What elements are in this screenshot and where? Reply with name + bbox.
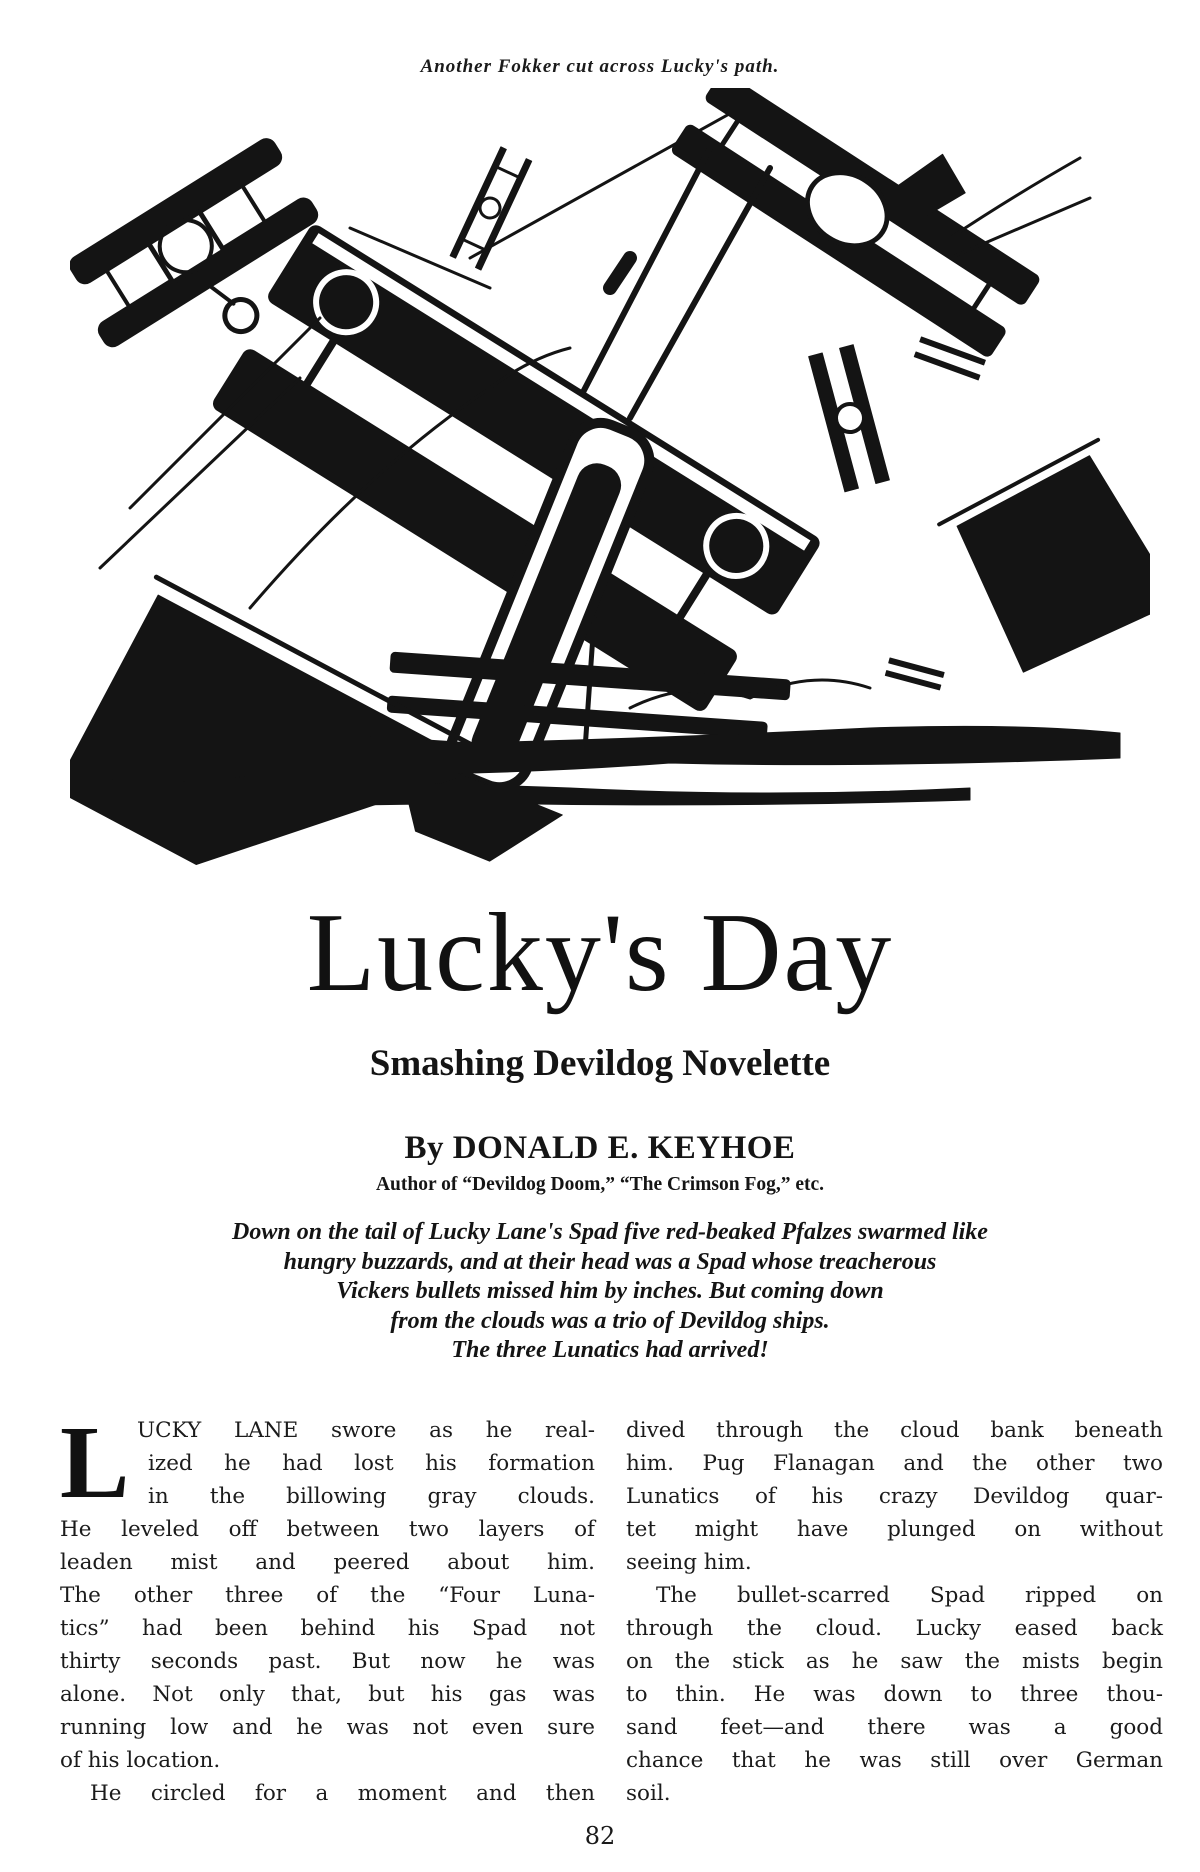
body-line: alone. Not only that, but his gas was <box>60 1682 595 1707</box>
wing-left <box>70 577 479 888</box>
deck-line: Down on the tail of Lucky Lane's Spad five red-beaked Pfalzes swarmed like <box>232 1219 988 1245</box>
body-line: He circled for a moment and then <box>90 1781 595 1806</box>
deck-line: The three Lunatics had arrived! <box>451 1337 769 1363</box>
story-subtitle: Smashing Devildog Novelette <box>369 1043 831 1084</box>
drop-cap: L <box>60 1405 130 1520</box>
body-line: sand feet—and there was a good <box>626 1715 1163 1740</box>
body-line: in the billowing gray clouds. <box>148 1484 595 1509</box>
body-line: running low and he was not even sure <box>60 1715 595 1740</box>
body-line: He leveled off between two layers of <box>60 1517 595 1542</box>
body-line: tics” had been behind his Spad not <box>60 1616 595 1641</box>
author-credits: Author of “Devildog Doom,” “The Crimson Fog,” etc. <box>375 1174 825 1195</box>
body-column-right <box>626 1414 1163 1810</box>
ground-terrain <box>100 726 1120 782</box>
deck-line: Vickers bullets missed him by inches. But coming down <box>336 1278 884 1304</box>
body-line: thirty seconds past. But now he was <box>60 1649 595 1674</box>
biplane-tiny-low <box>885 658 944 690</box>
wing-right <box>939 440 1150 683</box>
illustration-caption: Another Fokker cut across Lucky's path. <box>420 56 780 77</box>
body-line: him. Pug Flanagan and the other two <box>626 1451 1163 1476</box>
biplane-distant-top <box>450 147 532 270</box>
body-line: chance that he was still over German <box>626 1748 1163 1773</box>
story-deck <box>60 1218 1160 1366</box>
deck-line: from the clouds was a trio of Devildog ships. <box>390 1307 830 1334</box>
biplane-top-right <box>670 88 1068 358</box>
body-line: The bullet-scarred Spad ripped on <box>656 1583 1163 1608</box>
body-line: to thin. He was down to three thou- <box>626 1682 1163 1707</box>
body-line: UCKY LANE swore as he real- <box>137 1418 595 1443</box>
deck-line: hungry buzzards, and at their head was a Spad whose treacherous <box>283 1248 937 1275</box>
biplane-right-mid <box>809 345 890 492</box>
body-line: soil. <box>626 1781 671 1806</box>
dogfight-illustration <box>70 88 1150 888</box>
body-line: tet might have plunged on without <box>626 1517 1163 1542</box>
body-line: Lunatics of his crazy Devildog quar- <box>626 1484 1163 1509</box>
body-line: on the stick as he saw the mists begin <box>626 1649 1163 1674</box>
byline: By DONALD E. KEYHOE <box>404 1130 796 1166</box>
page-number: 82 <box>584 1822 616 1850</box>
story-title: Lucky's Day <box>306 891 894 1015</box>
body-line: through the cloud. Lucky eased back <box>626 1616 1163 1641</box>
body-line: ized he had lost his formation <box>148 1451 595 1476</box>
body-line: seeing him. <box>626 1550 752 1575</box>
body-line: dived through the cloud bank beneath <box>626 1418 1163 1443</box>
body-line: of his location. <box>60 1748 221 1773</box>
body-line: leaden mist and peered about him. <box>60 1550 595 1575</box>
body-column-left <box>60 1405 595 1810</box>
body-line: The other three of the “Four Luna- <box>60 1583 595 1608</box>
